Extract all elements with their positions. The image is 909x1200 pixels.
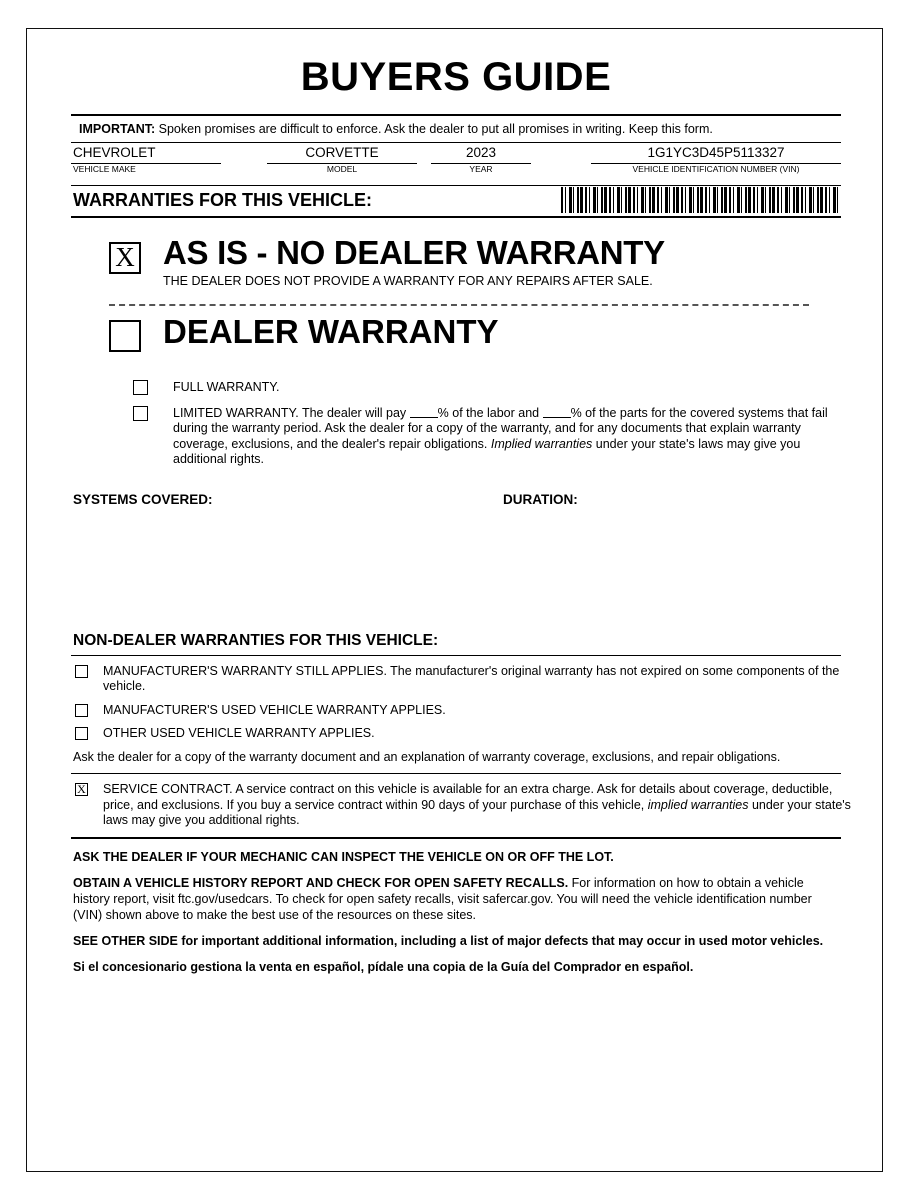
- other-side-bold: SEE OTHER SIDE: [73, 933, 178, 948]
- vehicle-model-value: CORVETTE: [305, 145, 379, 160]
- service-contract-italic: implied warranties: [647, 797, 749, 812]
- full-warranty-label: FULL WARRANTY.: [173, 380, 280, 394]
- full-warranty-row[interactable]: [133, 380, 853, 396]
- parts-percent-blank[interactable]: [543, 406, 571, 418]
- vehicle-model-label: MODEL: [326, 164, 358, 174]
- duration-label: DURATION:: [503, 491, 578, 507]
- labor-percent-blank[interactable]: [410, 406, 438, 418]
- other-used-warranty-checkbox[interactable]: [75, 727, 88, 740]
- as-is-block: [71, 234, 841, 302]
- limited-warranty-checkbox[interactable]: [133, 406, 148, 421]
- important-text: Spoken promises are difficult to enforce. Ask the dealer to put all promises in writing. Keep this form.: [158, 122, 713, 136]
- page-title: BUYERS GUIDE: [300, 55, 612, 99]
- divider-footer-top: [71, 837, 841, 839]
- limited-warranty-text-mid1: % of the labor and: [437, 405, 543, 420]
- warranties-heading: WARRANTIES FOR THIS VEHICLE:: [73, 190, 373, 210]
- important-notice: [71, 116, 841, 142]
- service-contract-checkbox[interactable]: X: [75, 783, 88, 796]
- vin-underline: [591, 163, 841, 164]
- service-contract-row[interactable]: [73, 782, 855, 829]
- list-item[interactable]: [73, 703, 855, 719]
- as-is-title: AS IS - NO DEALER WARRANTY: [163, 234, 665, 271]
- limited-warranty-text-post: under your state's laws may give you additional rights.: [173, 436, 801, 466]
- vehicle-vin-value: 1G1YC3D45P5113327: [647, 145, 785, 160]
- year-underline: [431, 163, 531, 164]
- vehicle-make-field: [71, 145, 221, 175]
- systems-duration-row: [73, 492, 841, 512]
- service-contract-text-pre: SERVICE CONTRACT. A service contract on this vehicle is available for an extra charge. Ask for details about coverage, deductible, price, and exclusions. If you buy a service contract within 90 days of your purchase of this vehicle,: [103, 782, 833, 812]
- implied-warranties-italic: Implied warranties: [490, 436, 593, 451]
- other-side-paragraph: [73, 933, 825, 949]
- service-contract-text-post: under your state's laws may give you additional rights.: [103, 797, 851, 827]
- limited-warranty-text-mid2: % of the parts for the covered systems that fail during the warranty period. Ask the dealer for a copy of the warranty, and for any documents that explain warranty coverage, exclusions, and the dealer's repair obligations.: [173, 405, 828, 451]
- vehicle-vin-field: [591, 145, 841, 175]
- form-content: [71, 47, 851, 985]
- dealer-warranty-block: [71, 313, 841, 370]
- as-is-subtitle: THE DEALER DOES NOT PROVIDE A WARRANTY FOR ANY REPAIRS AFTER SALE.: [163, 274, 653, 288]
- dashed-divider: [109, 304, 809, 306]
- vehicle-info-row: [71, 145, 841, 185]
- vehicle-make-value: CHEVROLET: [73, 145, 156, 160]
- list-item[interactable]: [73, 664, 855, 695]
- footer-block: [71, 849, 841, 975]
- vehicle-model-field: [267, 145, 417, 175]
- vehicle-make-label: VEHICLE MAKE: [73, 164, 136, 174]
- non-dealer-note: Ask the dealer for a copy of the warranty document and an explanation of warranty coverage, exclusions, and repair obligations.: [73, 749, 781, 764]
- manufacturer-warranty-checkbox[interactable]: [75, 665, 88, 678]
- limited-warranty-row[interactable]: [133, 406, 853, 468]
- vehicle-vin-label: VEHICLE IDENTIFICATION NUMBER (VIN): [632, 164, 800, 174]
- vehicle-year-value: 2023: [465, 145, 497, 160]
- manufacturer-warranty-text: MANUFACTURER'S WARRANTY STILL APPLIES. The manufacturer's original warranty has not expired on some components of the vehicle.: [103, 663, 840, 693]
- divider-service-contract-top: [71, 773, 841, 774]
- history-report-bold: OBTAIN A VEHICLE HISTORY REPORT AND CHECK FOR OPEN SAFETY RECALLS.: [73, 875, 569, 890]
- other-used-warranty-text: OTHER USED VEHICLE WARRANTY APPLIES.: [103, 726, 375, 740]
- non-dealer-heading: NON-DEALER WARRANTIES FOR THIS VEHICLE:: [73, 631, 439, 649]
- other-side-rest: for important additional information, including a list of major defects that may occur in used motor vehicles.: [177, 933, 824, 948]
- limited-warranty-text-pre: LIMITED WARRANTY. The dealer will pay: [173, 405, 410, 420]
- inspect-line: ASK THE DEALER IF YOUR MECHANIC CAN INSPECT THE VEHICLE ON OR OFF THE LOT.: [73, 849, 614, 864]
- manufacturer-used-warranty-checkbox[interactable]: [75, 704, 88, 717]
- spanish-notice: Si el concesionario gestiona la venta en español, pídale una copia de la Guía del Comprador en español.: [73, 959, 694, 974]
- make-underline: [71, 163, 221, 164]
- full-warranty-checkbox[interactable]: [133, 380, 148, 395]
- non-dealer-list: [71, 656, 841, 742]
- warranties-header-band: [71, 185, 841, 218]
- as-is-checkbox[interactable]: X: [109, 242, 141, 274]
- vin-barcode-image: [561, 187, 841, 213]
- divider-important-bottom: [71, 142, 841, 143]
- dealer-warranty-checkbox[interactable]: [109, 320, 141, 352]
- manufacturer-used-warranty-text: MANUFACTURER'S USED VEHICLE WARRANTY APPLIES.: [103, 702, 446, 717]
- buyers-guide-form: [26, 28, 883, 1172]
- vehicle-year-field: [431, 145, 531, 175]
- dealer-warranty-title: DEALER WARRANTY: [163, 313, 499, 350]
- systems-covered-label: SYSTEMS COVERED:: [73, 491, 213, 507]
- vehicle-year-label: YEAR: [469, 164, 493, 174]
- history-report-rest: For information on how to obtain a vehicle history report, visit ftc.gov/usedcars. To check for open safety recalls, visit safercar.gov. You will need the vehicle identification number (VIN) shown above to make the best use of the resources on these sites.: [73, 875, 812, 922]
- history-report-paragraph: [73, 875, 825, 923]
- list-item[interactable]: [73, 726, 855, 742]
- model-underline: [267, 163, 417, 164]
- important-label: IMPORTANT:: [79, 122, 156, 136]
